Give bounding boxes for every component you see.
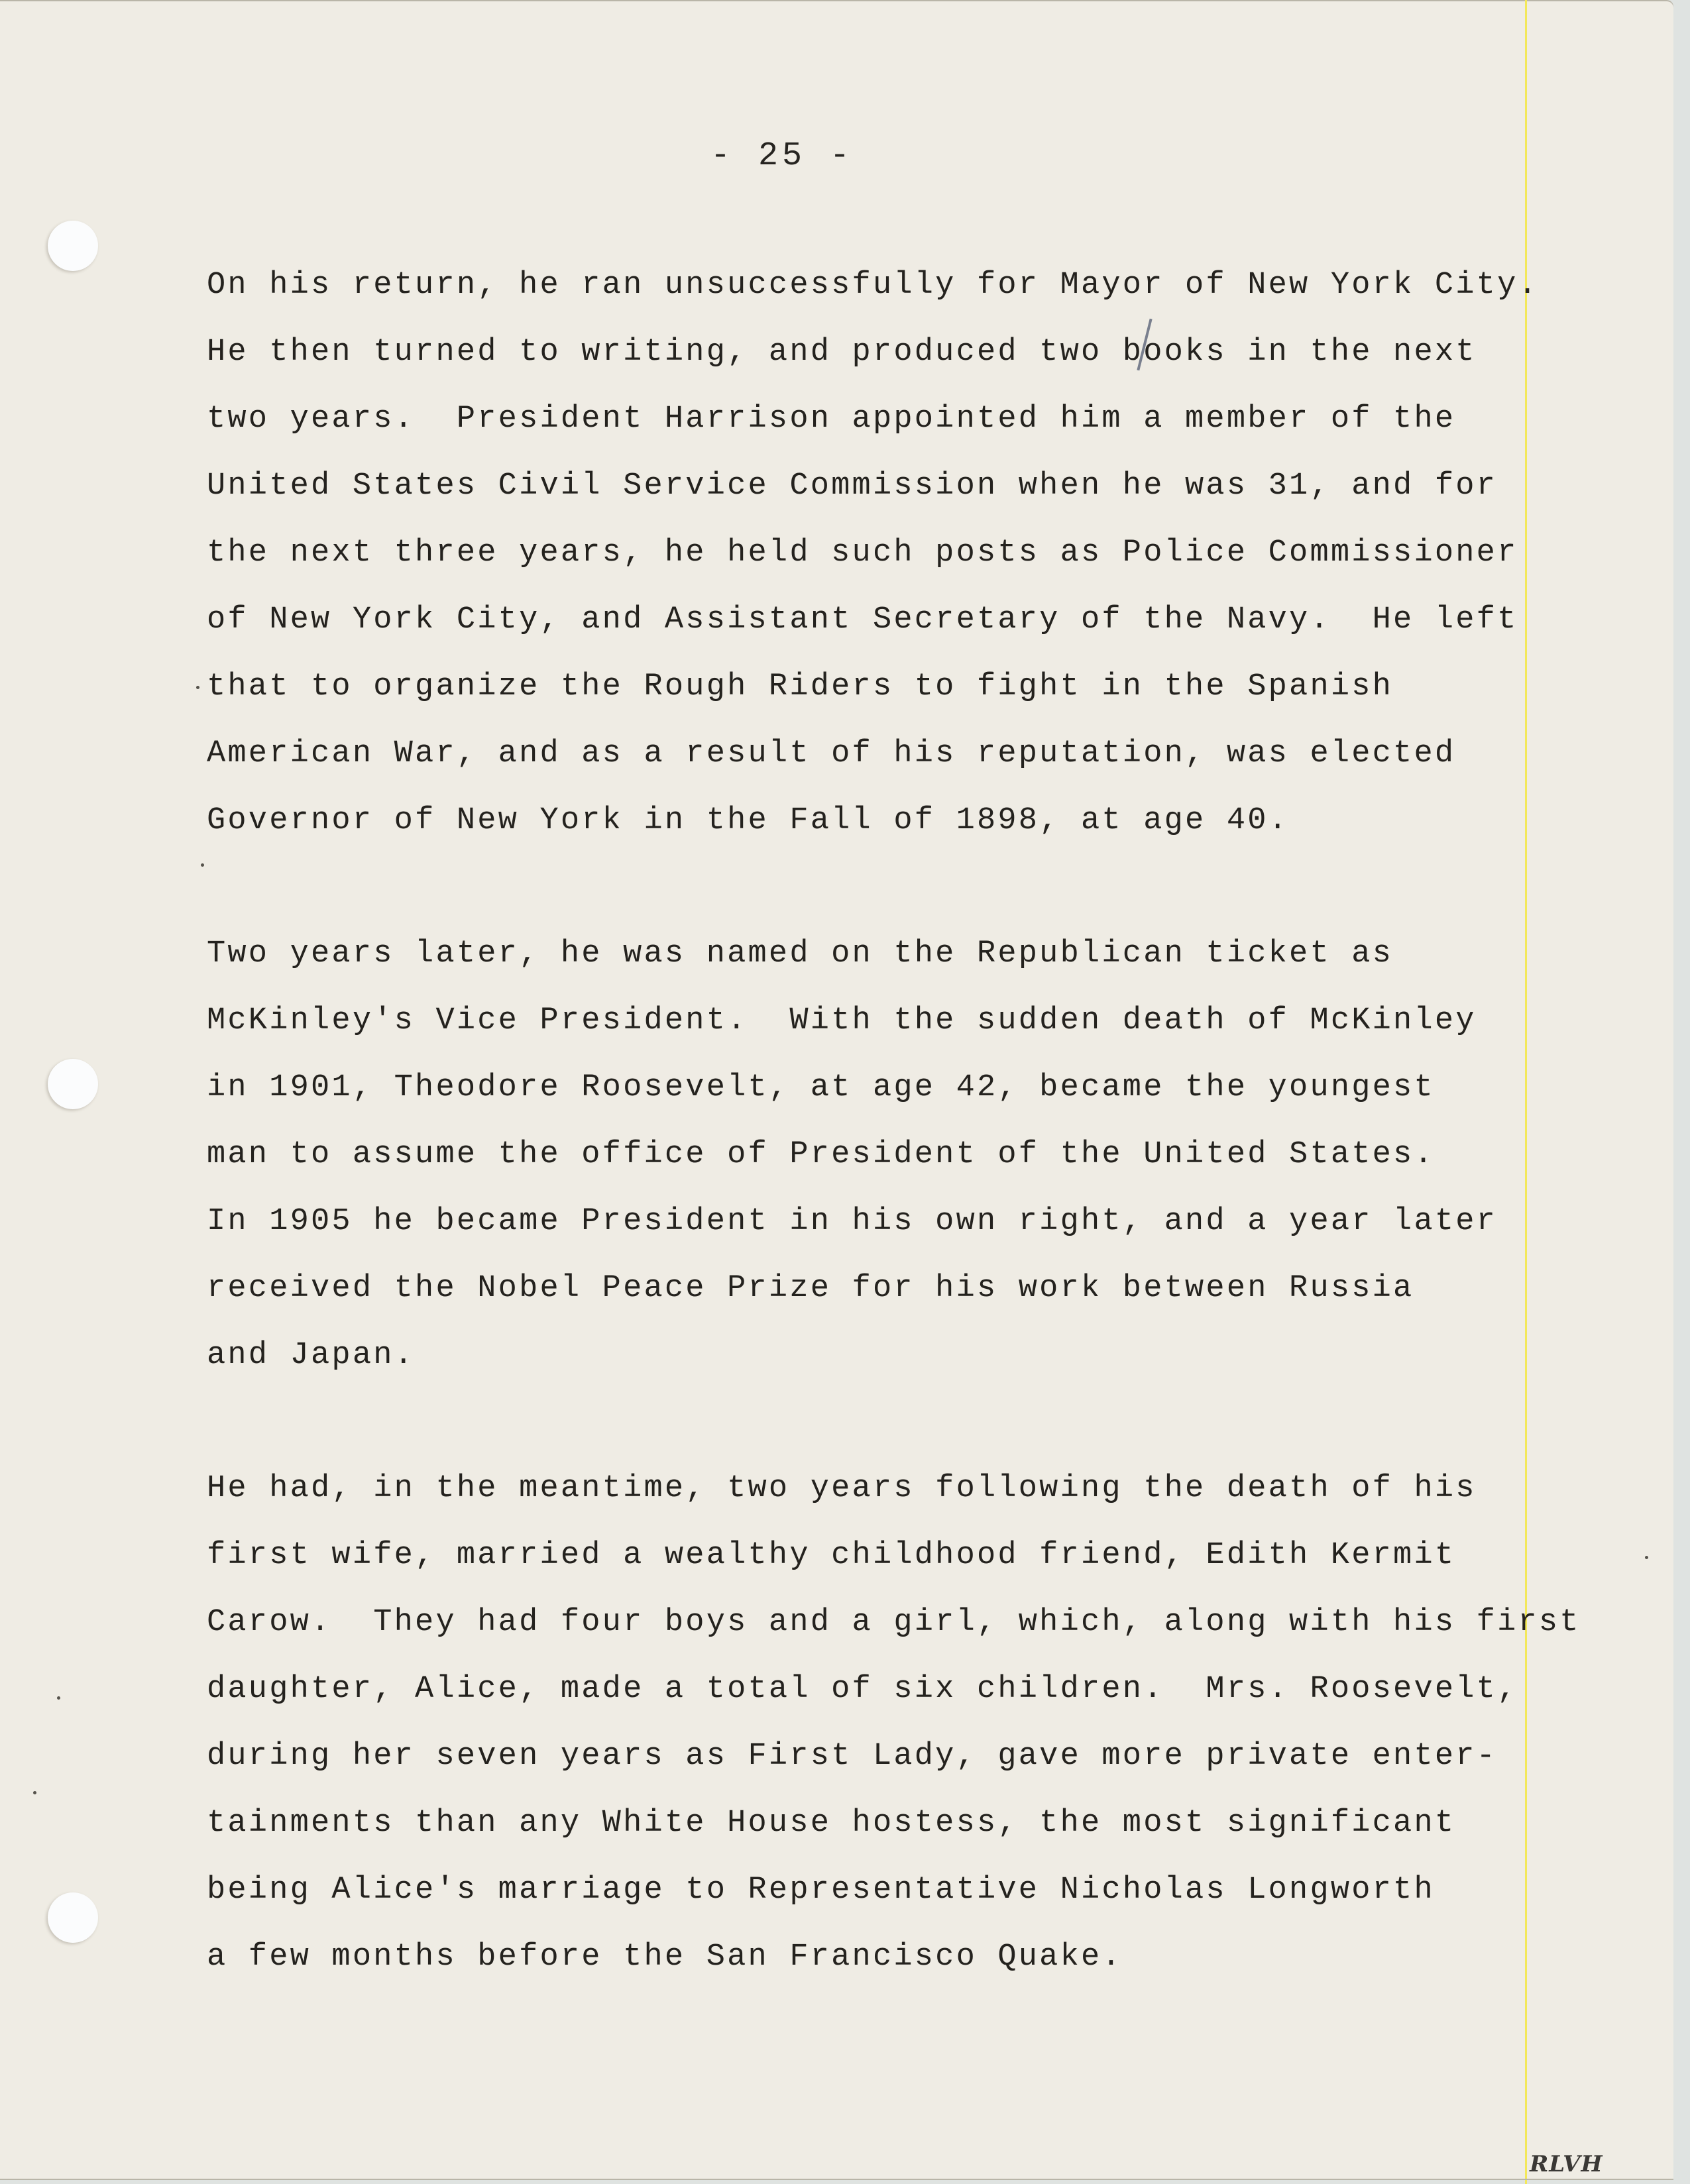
text-line: United States Civil Service Commission when he was 31, and for xyxy=(207,468,1498,504)
text-line: two years. President Harrison appointed him a member of the xyxy=(207,402,1456,437)
punch-hole-bottom xyxy=(48,1892,98,1943)
document-body xyxy=(207,252,1599,2057)
punch-hole-middle xyxy=(48,1059,98,1109)
text-line: first wife, married a wealthy childhood friend, Edith Kermit xyxy=(207,1538,1456,1573)
text-line: of New York City, and Assistant Secretary of the Navy. He left xyxy=(207,602,1518,637)
text-line: a few months before the San Francisco Quake. xyxy=(207,1939,1123,1975)
text-line: Carow. They had four boys and a girl, which, along with his first xyxy=(207,1605,1581,1640)
text-line: Governor of New York in the Fall of 1898, at age 40. xyxy=(207,803,1290,838)
text-line: He had, in the meantime, two years following the death of his xyxy=(207,1471,1477,1506)
stray-ink-mark xyxy=(57,1696,60,1700)
stray-ink-mark xyxy=(1645,1556,1648,1559)
punch-hole-top xyxy=(48,221,98,271)
paragraph-2 xyxy=(207,920,1599,1389)
stray-ink-mark xyxy=(196,686,199,689)
text-line: the next three years, he held such posts as Police Commissioner xyxy=(207,535,1518,571)
paper-edge xyxy=(0,2179,1673,2180)
text-line: during her seven years as First Lady, gave more private enter- xyxy=(207,1739,1498,1774)
text-line: tainments than any White House hostess, the most significant xyxy=(207,1806,1456,1841)
stray-ink-mark xyxy=(33,1791,36,1794)
text-line: Two years later, he was named on the Republican ticket as xyxy=(207,936,1394,971)
text-line: American War, and as a result of his reputation, was elected xyxy=(207,736,1456,771)
text-line: man to assume the office of President of the United States. xyxy=(207,1137,1435,1172)
text-line: and Japan. xyxy=(207,1338,416,1373)
text-line: that to organize the Rough Riders to fight in the Spanish xyxy=(207,669,1394,704)
text-line: In 1905 he became President in his own right, and a year later xyxy=(207,1204,1498,1239)
text-line: in 1901, Theodore Roosevelt, at age 42, became the youngest xyxy=(207,1070,1435,1105)
paragraph-1 xyxy=(207,252,1599,854)
text-line: On his return, he ran unsuccessfully for Mayor of New York City. xyxy=(207,268,1539,303)
text-line: being Alice's marriage to Representative Nicholas Longworth xyxy=(207,1873,1435,1908)
text-line: daughter, Alice, made a total of six children. Mrs. Roosevelt, xyxy=(207,1672,1518,1707)
page-number: - 25 - xyxy=(710,137,854,175)
text-line: received the Nobel Peace Prize for his work between Russia xyxy=(207,1271,1414,1306)
paragraph-3 xyxy=(207,1455,1599,1991)
text-line: He then turned to writing, and produced two books in the next xyxy=(207,335,1477,370)
handwritten-initials: RLVH xyxy=(1530,2151,1603,2177)
text-line: McKinley's Vice President. With the sudden death of McKinley xyxy=(207,1003,1477,1038)
stray-ink-mark xyxy=(201,863,204,867)
